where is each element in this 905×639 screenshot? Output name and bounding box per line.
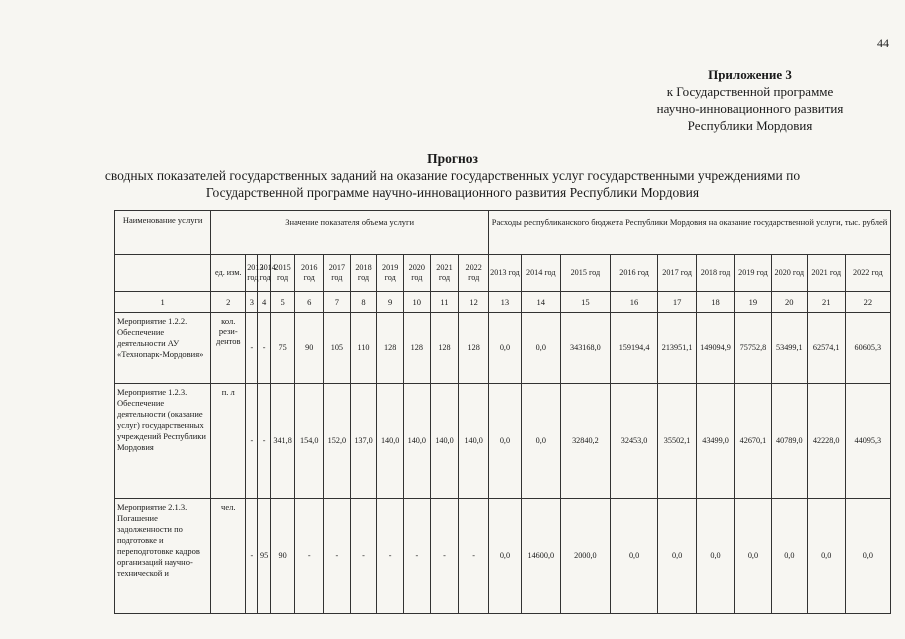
column-number: 10	[403, 292, 430, 313]
volume-cell: 137,0	[350, 384, 377, 499]
document-title: Прогноз	[427, 151, 478, 166]
column-number: 20	[771, 292, 807, 313]
volume-cell: 128	[430, 313, 459, 384]
header-expenses: Расходы республиканского бюджета Республики Мордовия на оказание государственной услуги, тыс. рублей	[489, 211, 891, 255]
expense-cell: 60605,3	[845, 313, 890, 384]
volume-cell: 90	[295, 313, 324, 384]
expense-cell: 0,0	[807, 499, 845, 614]
expense-cell: 0,0	[521, 384, 560, 499]
volume-cell: -	[258, 384, 270, 499]
header-expense-year: 2015 год	[560, 255, 610, 292]
appendix-block	[600, 66, 900, 134]
expense-cell: 44095,3	[845, 384, 890, 499]
expense-cell: 0,0	[734, 499, 771, 614]
volume-cell: 105	[324, 313, 351, 384]
appendix-title: Приложение 3	[708, 67, 792, 82]
volume-cell: -	[258, 313, 270, 384]
header-expense-year: 2021 год	[807, 255, 845, 292]
expense-cell: 159194,4	[610, 313, 657, 384]
header-service-name: Наименование услуги	[115, 211, 211, 255]
column-number: 19	[734, 292, 771, 313]
column-number: 13	[489, 292, 522, 313]
expense-cell: 0,0	[489, 313, 522, 384]
volume-cell: 90	[270, 499, 295, 614]
document-subtitle-line-1: сводных показателей государственных заданий на оказание государственных услуг государственными учреждениями по	[104, 168, 801, 183]
volume-cell: 140,0	[403, 384, 430, 499]
expense-cell: 75752,8	[734, 313, 771, 384]
volume-cell: -	[295, 499, 324, 614]
appendix-line-3: Республики Мордовия	[687, 118, 813, 133]
volume-cell: 95	[258, 499, 270, 614]
expense-cell: 14600,0	[521, 499, 560, 614]
volume-cell: 154,0	[295, 384, 324, 499]
table-row	[115, 313, 891, 384]
header-volume-year: 2016 год	[295, 255, 324, 292]
header-volume-year: 2014 год	[258, 255, 270, 292]
volume-cell: -	[377, 499, 404, 614]
header-expense-year: 2020 год	[771, 255, 807, 292]
unit-cell: п. л	[211, 384, 246, 499]
unit-cell: кол. рези-дентов	[211, 313, 246, 384]
volume-cell: -	[246, 384, 258, 499]
volume-cell: 140,0	[377, 384, 404, 499]
column-number: 4	[258, 292, 270, 313]
expense-cell: 0,0	[610, 499, 657, 614]
service-name: Мероприятие 2.1.3. Погашение задолженности по подготовке и переподготовке кадров организаций научно-технической и	[115, 499, 211, 614]
volume-cell: -	[403, 499, 430, 614]
column-number: 3	[246, 292, 258, 313]
column-number: 22	[845, 292, 890, 313]
expense-cell: 53499,1	[771, 313, 807, 384]
appendix-line-2: научно-инновационного развития	[656, 101, 844, 116]
service-name: Мероприятие 1.2.2. Обеспечение деятельности АУ «Технопарк-Мордовия»	[115, 313, 211, 384]
header-volume-year: 2017 год	[324, 255, 351, 292]
header-volume-year: 2013 год	[246, 255, 258, 292]
expense-cell: 32453,0	[610, 384, 657, 499]
column-number: 21	[807, 292, 845, 313]
header-volume-year: 2018 год	[350, 255, 377, 292]
volume-cell: -	[246, 313, 258, 384]
expense-cell: 32840,2	[560, 384, 610, 499]
service-name: Мероприятие 1.2.3. Обеспечение деятельности (оказание услуг) государственных учреждений Республики Мордовия	[115, 384, 211, 499]
volume-cell: 128	[459, 313, 489, 384]
expense-cell: 343168,0	[560, 313, 610, 384]
column-number: 7	[324, 292, 351, 313]
volume-cell: -	[459, 499, 489, 614]
header-volume-year: 2020 год	[403, 255, 430, 292]
volume-cell: 128	[377, 313, 404, 384]
column-number: 1	[115, 292, 211, 313]
header-expense-year: 2016 год	[610, 255, 657, 292]
column-number: 16	[610, 292, 657, 313]
header-expense-year: 2019 год	[734, 255, 771, 292]
volume-cell: -	[246, 499, 258, 614]
header-volume-year: 2021 год	[430, 255, 459, 292]
volume-cell: 140,0	[459, 384, 489, 499]
document-subtitle-line-2: Государственной программе научно-инновационного развития Республики Мордовия	[205, 185, 700, 200]
header-volume-year: 2019 год	[377, 255, 404, 292]
expense-cell: 0,0	[489, 499, 522, 614]
expense-cell: 35502,1	[658, 384, 697, 499]
column-number: 12	[459, 292, 489, 313]
table-row	[115, 499, 891, 614]
column-number: 8	[350, 292, 377, 313]
forecast-table	[114, 210, 891, 614]
expense-cell: 2000,0	[560, 499, 610, 614]
expense-cell: 0,0	[771, 499, 807, 614]
header-expense-year: 2017 год	[658, 255, 697, 292]
header-unit: ед. изм.	[211, 255, 246, 292]
volume-cell: 110	[350, 313, 377, 384]
expense-cell: 42670,1	[734, 384, 771, 499]
volume-cell: 128	[403, 313, 430, 384]
volume-cell: 140,0	[430, 384, 459, 499]
header-volume: Значение показателя объема услуги	[211, 211, 489, 255]
column-number: 14	[521, 292, 560, 313]
header-volume-year: 2022 год	[459, 255, 489, 292]
column-number: 17	[658, 292, 697, 313]
column-number: 15	[560, 292, 610, 313]
unit-cell: чел.	[211, 499, 246, 614]
column-number: 5	[270, 292, 295, 313]
expense-cell: 0,0	[521, 313, 560, 384]
expense-cell: 62574,1	[807, 313, 845, 384]
header-expense-year: 2022 год	[845, 255, 890, 292]
volume-cell: -	[350, 499, 377, 614]
document-title-block	[0, 150, 905, 201]
page-number: 44	[877, 36, 889, 50]
expense-cell: 149094,9	[697, 313, 735, 384]
column-number: 2	[211, 292, 246, 313]
volume-cell: 152,0	[324, 384, 351, 499]
volume-cell: -	[324, 499, 351, 614]
column-number: 6	[295, 292, 324, 313]
header-expense-year: 2018 год	[697, 255, 735, 292]
volume-cell: 341,8	[270, 384, 295, 499]
header-volume-year: 2015 год	[270, 255, 295, 292]
expense-cell: 40789,0	[771, 384, 807, 499]
column-number: 11	[430, 292, 459, 313]
column-number: 9	[377, 292, 404, 313]
appendix-line-1: к Государственной программе	[666, 84, 834, 99]
expense-cell: 42228,0	[807, 384, 845, 499]
expense-cell: 0,0	[697, 499, 735, 614]
header-name-blank	[115, 255, 211, 292]
expense-cell: 0,0	[489, 384, 522, 499]
expense-cell: 0,0	[658, 499, 697, 614]
volume-cell: -	[430, 499, 459, 614]
volume-cell: 75	[270, 313, 295, 384]
expense-cell: 43499,0	[697, 384, 735, 499]
expense-cell: 0,0	[845, 499, 890, 614]
expense-cell: 213951,1	[658, 313, 697, 384]
header-expense-year: 2014 год	[521, 255, 560, 292]
header-expense-year: 2013 год	[489, 255, 522, 292]
column-number: 18	[697, 292, 735, 313]
table-row	[115, 384, 891, 499]
